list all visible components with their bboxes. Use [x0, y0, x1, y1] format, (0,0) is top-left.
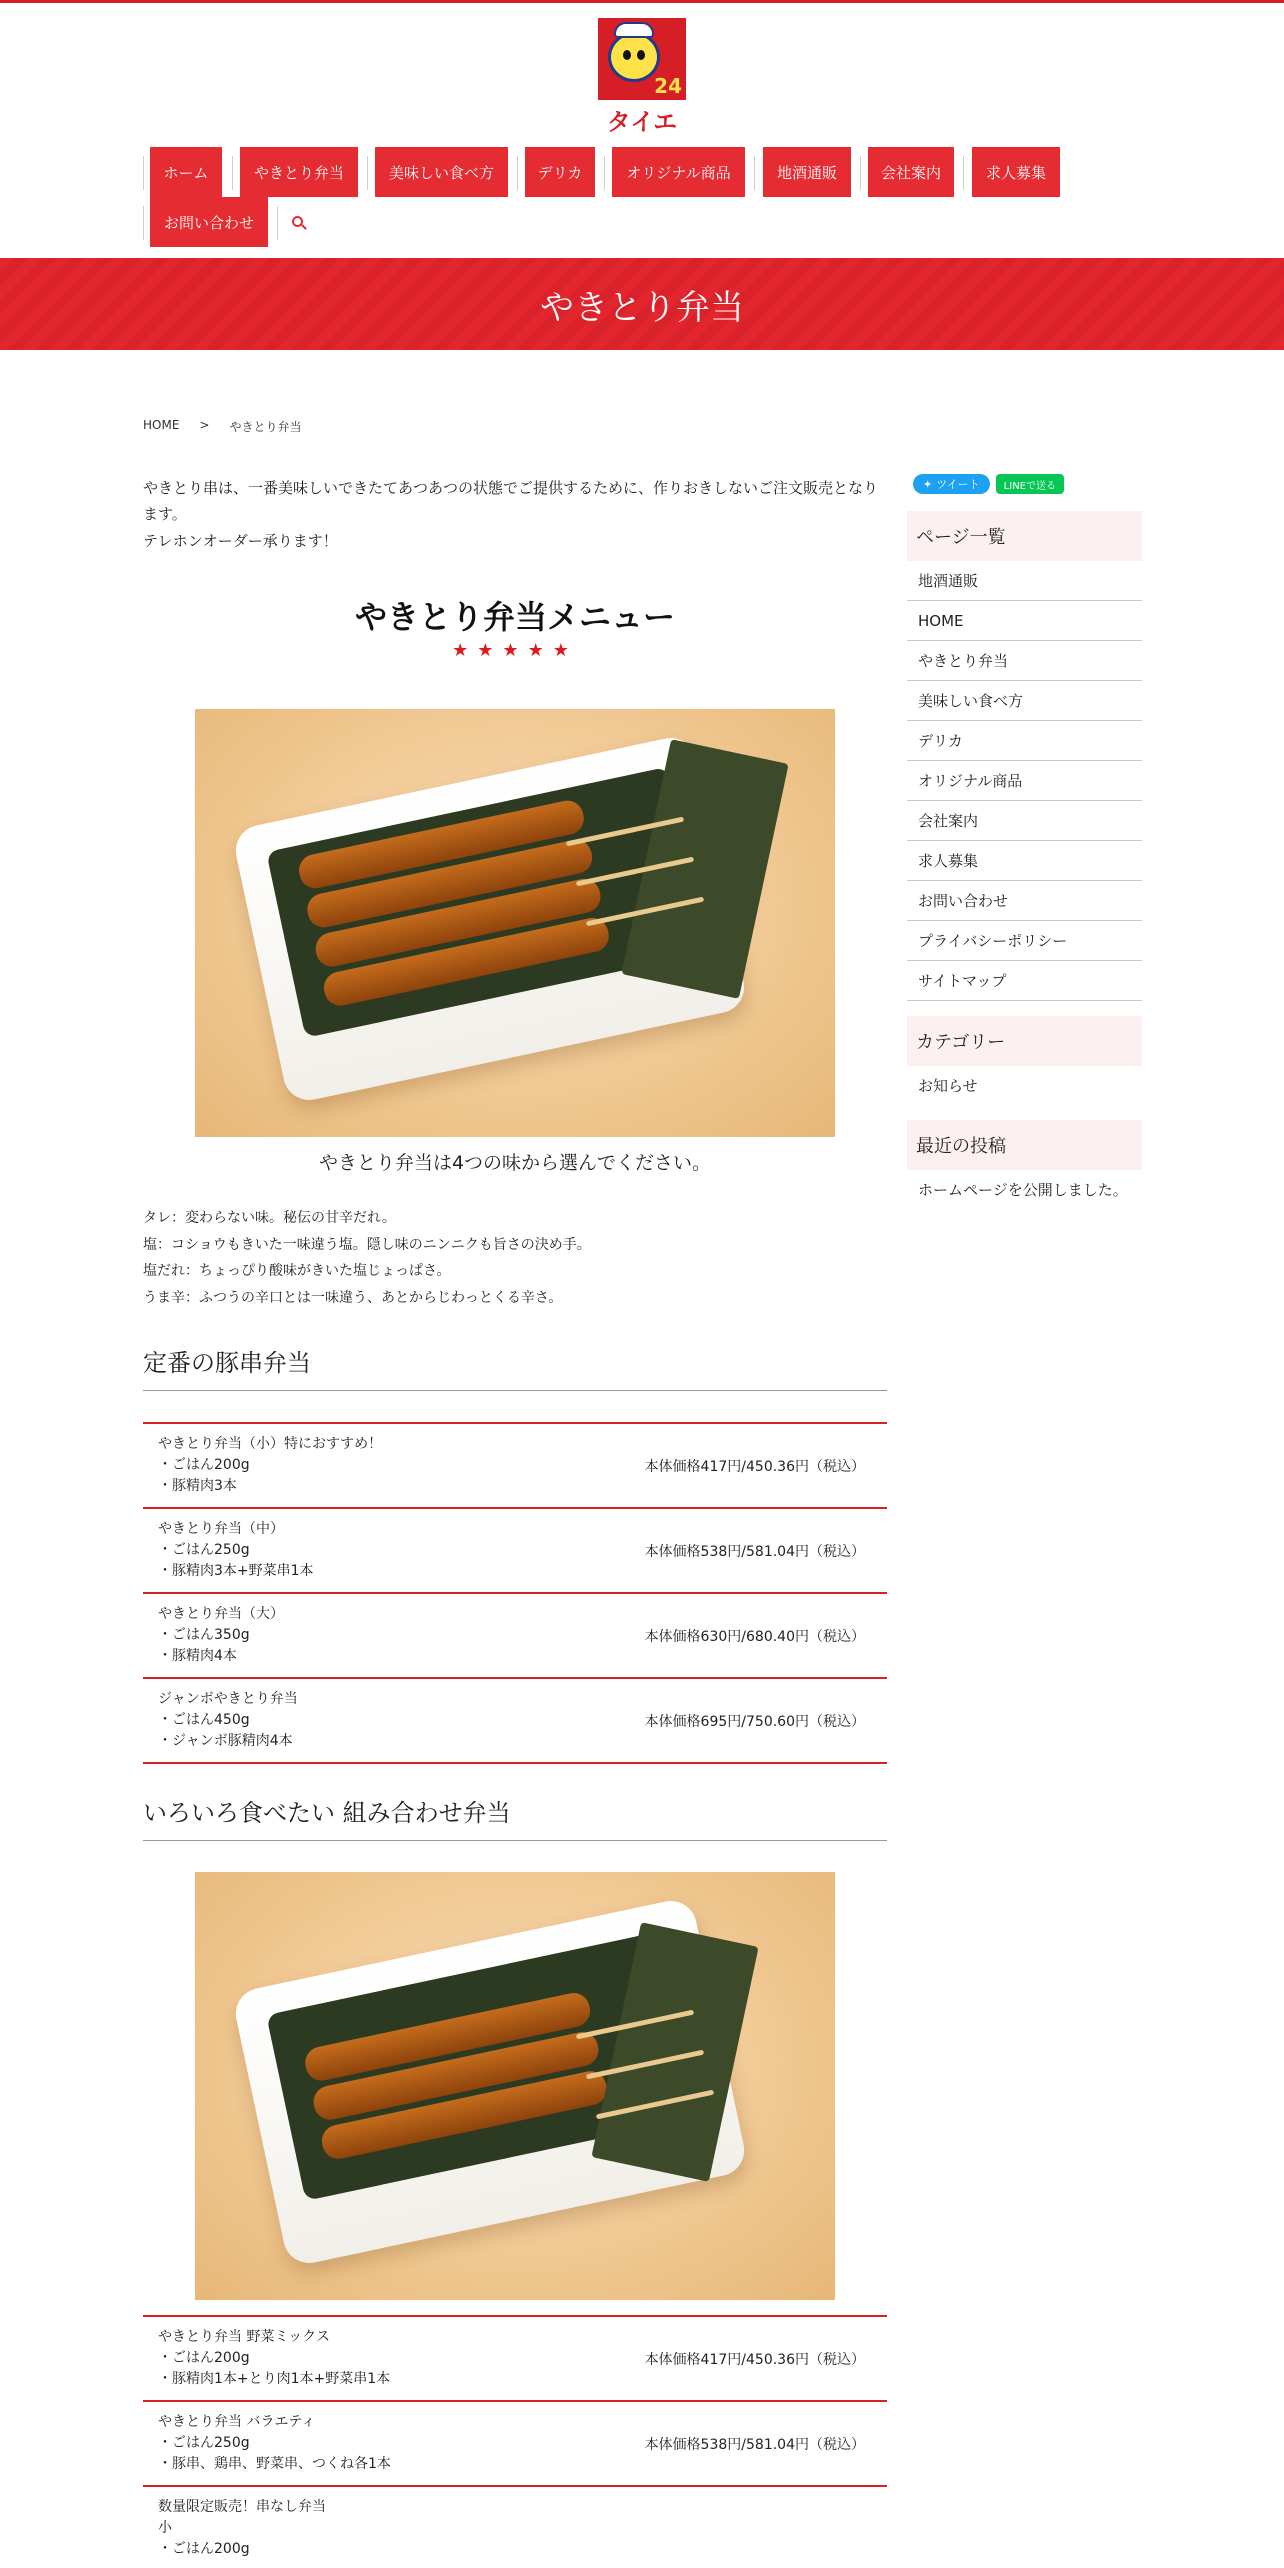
- item-detail: ・豚精肉1本+とり肉1本+野菜串1本: [158, 2371, 391, 2387]
- menu-table: [143, 1422, 887, 1764]
- intro-line: やきとり串は、一番美味しいできたてあつあつの状態でご提供するために、作りおきしないご注文販売となります。: [143, 479, 879, 524]
- sidebar-item-sitemap[interactable]: サイトマップ: [907, 961, 1142, 1001]
- item-name: やきとり弁当 バラエティ: [158, 2414, 316, 2430]
- top-accent-line: [0, 0, 1284, 3]
- item-price: 本体価格417円/450.36円（税込）: [644, 1458, 865, 1475]
- nav-item-how-to-eat[interactable]: 美味しい食べ方: [375, 147, 508, 197]
- item-price: 本体価格695円/750.60円（税込）: [644, 1713, 865, 1730]
- logo-text: タイエ: [606, 108, 678, 136]
- nav-item-yakitori-bento[interactable]: やきとり弁当: [240, 147, 358, 197]
- page-title: やきとり弁当: [540, 287, 744, 328]
- table-row: [143, 2402, 887, 2487]
- item-name: やきとり弁当 野菜ミックス: [158, 2329, 331, 2345]
- item-price: 本体価格417円/450.36円（税込）: [644, 2351, 865, 2368]
- twitter-bird-icon: ✦: [923, 477, 933, 491]
- nav-item-contact[interactable]: お問い合わせ: [150, 197, 268, 247]
- item-rice: ・ごはん200g: [158, 2350, 250, 2366]
- mascot-eye-icon: [623, 50, 631, 60]
- table-row: [143, 1509, 887, 1594]
- nav-separator: [604, 156, 605, 190]
- nav-item-deli[interactable]: デリカ: [525, 147, 595, 197]
- yakitori-bento-photo: [195, 709, 835, 1137]
- combo-bento-photo: [195, 1872, 835, 2300]
- table-row: [143, 1594, 887, 1679]
- share-buttons: [913, 474, 1064, 494]
- menu-heading: やきとり弁当メニュー: [354, 598, 675, 636]
- chef-hat-icon: [614, 22, 654, 38]
- sidebar-item-sake-shop[interactable]: 地酒通販: [907, 561, 1142, 601]
- intro-line: テレホンオーダー承ります！: [143, 531, 338, 550]
- photo-caption: やきとり弁当は4つの味から選んでください。: [318, 1152, 712, 1174]
- nav-item-company[interactable]: 会社案内: [868, 147, 954, 197]
- item-rice: ・ごはん250g: [158, 2435, 250, 2451]
- nav-separator: [860, 156, 861, 190]
- nav-item-original-products[interactable]: オリジナル商品: [612, 147, 745, 197]
- sidebar-pages-list: [907, 561, 1142, 1001]
- rating-stars-icon: ★★★★★: [452, 640, 578, 661]
- flavor-item: タレ：変わらない味。秘伝の甘辛だれ。: [143, 1210, 396, 1226]
- item-price: 本体価格630円/680.40円（税込）: [644, 1628, 865, 1645]
- breadcrumb-home-link[interactable]: HOME: [143, 418, 180, 432]
- item-name: 数量限定販売！串なし弁当: [158, 2499, 326, 2515]
- line-share-button[interactable]: LINEで送る: [996, 474, 1064, 494]
- nav-separator: [143, 156, 144, 190]
- flavor-item: 塩だれ：ちょっぴり酸味がきいた塩じょっぱさ。: [143, 1263, 451, 1280]
- item-name: ジャンボやきとり弁当: [158, 1691, 298, 1707]
- breadcrumb-separator: >: [199, 418, 210, 432]
- item-size: 小: [158, 2520, 172, 2536]
- sidebar-item-how-to-eat[interactable]: 美味しい食べ方: [907, 681, 1142, 721]
- section-heading: 定番の豚串弁当: [143, 1343, 887, 1391]
- flavor-list: [143, 1205, 887, 1311]
- sidebar-item-yakitori-bento[interactable]: やきとり弁当: [907, 641, 1142, 681]
- nav-item-sake-shop[interactable]: 地酒通販: [763, 147, 851, 197]
- item-name: やきとり弁当（大）: [158, 1606, 284, 1622]
- item-detail: ・豚串、鶏串、野菜串、つくね各1本: [158, 2456, 391, 2472]
- site-logo[interactable]: [598, 18, 686, 136]
- sidebar-item-original-products[interactable]: オリジナル商品: [907, 761, 1142, 801]
- nav-item-home[interactable]: ホーム: [150, 147, 222, 197]
- nav-item-recruit[interactable]: 求人募集: [972, 147, 1060, 197]
- mascot-eye-icon: [637, 50, 645, 60]
- item-detail: ・ジャンボ豚精肉4本: [158, 1733, 293, 1749]
- item-name: やきとり弁当（中）: [158, 1521, 284, 1537]
- item-price: 本体価格538円/581.04円（税込）: [644, 1543, 865, 1560]
- nav-separator: [277, 206, 278, 240]
- logo-number: 24: [654, 74, 682, 98]
- item-price: 本体価格538円/581.04円（税込）: [644, 2436, 865, 2453]
- section-heading: いろいろ食べたい 組み合わせ弁当: [143, 1793, 887, 1841]
- sidebar-item-recruit[interactable]: 求人募集: [907, 841, 1142, 881]
- table-row: [143, 1679, 887, 1764]
- sidebar-item-company[interactable]: 会社案内: [907, 801, 1142, 841]
- item-name: やきとり弁当（小）特におすすめ！: [158, 1436, 383, 1452]
- tweet-label: ツイート: [936, 478, 980, 491]
- flavor-item: 塩：コショウもきいた一味違う塩。隠し味のニンニクも旨さの決め手。: [143, 1236, 591, 1253]
- sidebar-recent-item[interactable]: ホームページを公開しました。: [918, 1181, 1128, 1199]
- sidebar-item-contact[interactable]: お問い合わせ: [907, 881, 1142, 921]
- item-detail: ・豚精肉4本: [158, 1648, 237, 1664]
- nav-separator: [963, 156, 964, 190]
- item-rice: ・ごはん350g: [158, 1627, 250, 1643]
- item-rice: ・ごはん200g: [158, 1457, 250, 1473]
- intro-text: [143, 475, 883, 554]
- sidebar-recent-heading: 最近の投稿: [907, 1120, 1142, 1170]
- sidebar-category-item[interactable]: お知らせ: [918, 1077, 978, 1095]
- mascot-icon: [608, 32, 660, 82]
- sidebar-pages-heading: ページ一覧: [907, 511, 1142, 561]
- sidebar-item-home[interactable]: HOME: [907, 601, 1142, 641]
- sidebar-item-deli[interactable]: デリカ: [907, 721, 1142, 761]
- search-button[interactable]: [290, 208, 308, 238]
- item-rice: ・ごはん450g: [158, 1712, 250, 1728]
- tweet-button[interactable]: [913, 474, 990, 494]
- nav-separator: [517, 156, 518, 190]
- flavor-item: うま辛：ふつうの辛口とは一味違う、あとからじわっとくる辛さ。: [143, 1289, 563, 1306]
- item-detail: ・豚精肉3本: [158, 1478, 237, 1494]
- nav-separator: [232, 156, 233, 190]
- item-rice: ・ごはん200g: [158, 2541, 250, 2557]
- table-row: [143, 2317, 887, 2402]
- menu-table: [143, 2315, 887, 2568]
- breadcrumb: [143, 418, 301, 435]
- page-hero: [0, 258, 1284, 350]
- sidebar-category-heading: カテゴリー: [907, 1016, 1142, 1066]
- breadcrumb-current: やきとり弁当: [229, 420, 302, 434]
- nav-separator: [143, 206, 144, 240]
- item-detail: ・豚精肉3本+野菜串1本: [158, 1563, 314, 1579]
- table-row: [143, 2487, 887, 2568]
- logo-mark: [598, 18, 686, 100]
- nav-separator: [754, 156, 755, 190]
- sidebar-item-privacy[interactable]: プライバシーポリシー: [907, 921, 1142, 961]
- nav-separator: [367, 156, 368, 190]
- item-rice: ・ごはん250g: [158, 1542, 250, 1558]
- table-row: [143, 1424, 887, 1509]
